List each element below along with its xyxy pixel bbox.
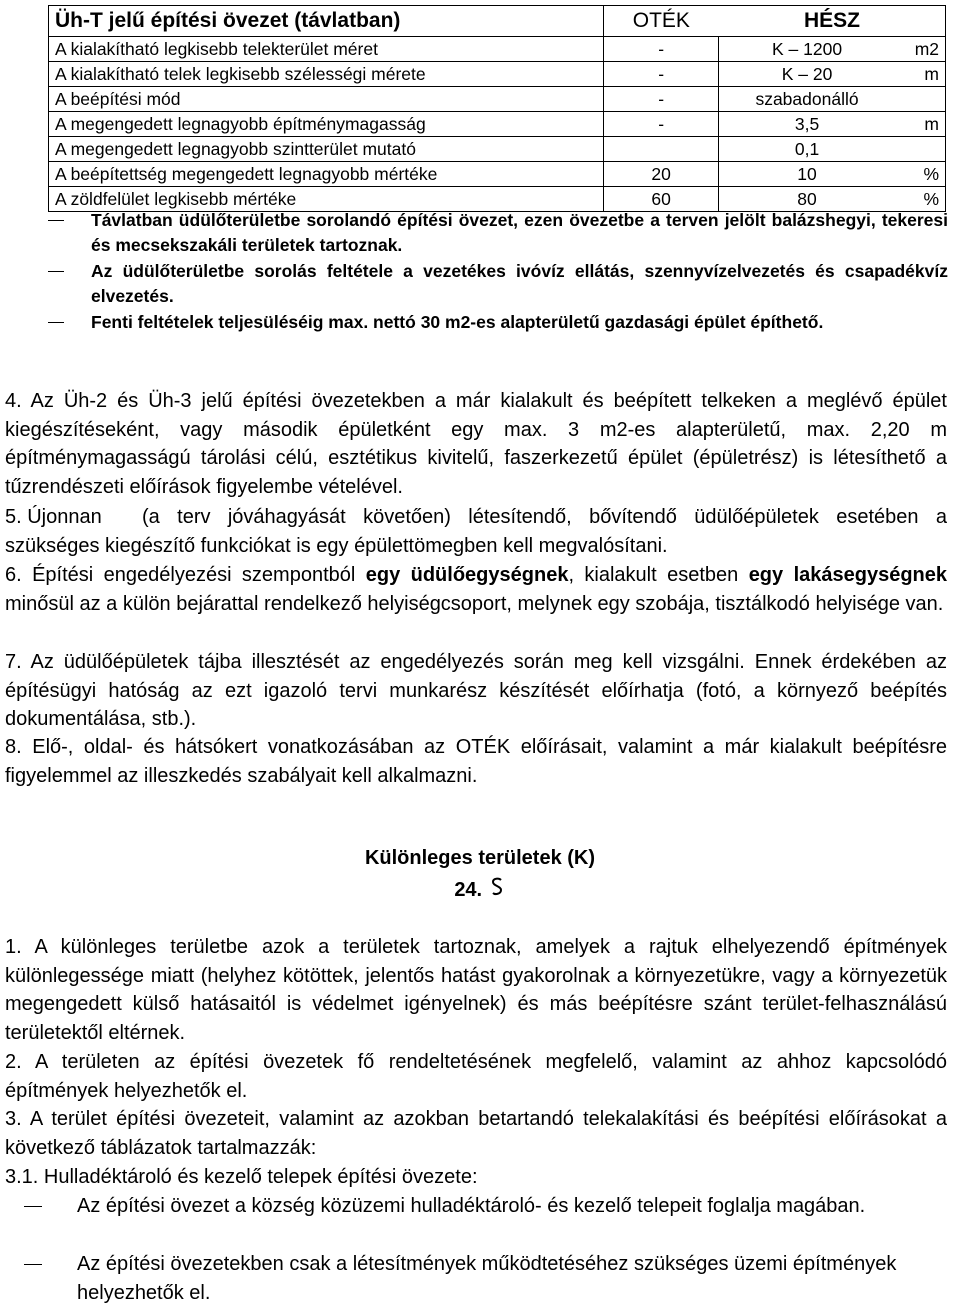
note-text: Távlatban üdülőterületbe sorolandó építési övezet, ezen övezetbe a terven jelölt balázshegyi, tekeresi és mecsekszakáli területek tartoznak.	[91, 210, 948, 255]
paragraph-k2: 2. A területen az építési övezetek fő rendeltetésének megfelelő, valamint az ahhoz kapcsolódó építmények helyezhetők el.	[5, 1051, 947, 1102]
note-item	[60, 259, 948, 308]
row-unit	[895, 137, 946, 162]
table-row	[49, 137, 946, 162]
dash-bullet-icon	[24, 1264, 42, 1265]
section-sign-icon	[488, 877, 506, 899]
table-row	[49, 112, 946, 137]
row-hesz-value: 0,1	[719, 137, 895, 162]
dash-bullet-icon	[48, 322, 64, 323]
table-header-row	[49, 6, 946, 37]
paragraph-8: 8. Elő-, oldal- és hátsókert vonatkozásában az OTÉK előírásait, valamint a már kialakult beépítésre figyelemmel az illeszkedés szabályait kell alkalmazni.	[5, 736, 947, 787]
list-item-text: Az építési övezetekben csak a létesítmények működtetéséhez szükséges üzemi építmények helyezhetők el.	[77, 1253, 897, 1304]
row-unit: m	[895, 112, 946, 137]
table-title: Üh-T jelű építési övezet (távlatban)	[49, 6, 604, 37]
row-label: A zöldfelület legkisebb mértéke	[49, 187, 604, 212]
dash-bullet-icon	[48, 220, 64, 221]
row-hesz-value: K – 20	[719, 62, 895, 87]
paragraph-k3: 3. A terület építési övezeteit, valamint az azokban betartandó telekalakítási és beépítési előírásokat a következő táblázatok tartalmazzák:	[5, 1108, 947, 1159]
paragraph-6: 6. Építési engedélyezési szempontból egy üdülőegységnek, kialakult esetben egy lakásegységnek minősül az a külön bejárattal rendelkező helyiségcsoport, melynek egy szobája, tisztálkodó helyisége van.	[5, 564, 948, 615]
row-label: A megengedett legnagyobb szintterület mutató	[49, 137, 604, 162]
row-unit: m	[895, 62, 946, 87]
note-item	[60, 208, 948, 257]
row-label: A kialakítható legkisebb telekterület méret	[49, 37, 604, 62]
list-item-text: Az építési övezet a község közüzemi hulladéktároló- és kezelő telepeit foglalja magában.	[77, 1195, 866, 1217]
row-unit: %	[895, 187, 946, 212]
table-row	[49, 87, 946, 112]
list-item	[5, 1192, 947, 1221]
row-label: A beépítési mód	[49, 87, 604, 112]
note-item	[60, 310, 948, 335]
section-heading: Különleges területek (K)	[364, 847, 596, 869]
row-hesz-value: 10	[719, 162, 895, 187]
paragraph-k31: 3.1. Hulladéktároló és kezelő telepek építési övezete:	[5, 1166, 478, 1188]
paragraph-k1: 1. A különleges területbe azok a területek tartoznak, amelyek a rajtuk elhelyezendő építmények különlegessége miatt (helyhez kötöttek, jelentős hatást gyakorolnak a környezetükre, vagy a környezetük megengedett külső hatásaitól is védelmet igényelnek) és más beépítésre szánt terület-felhasználású területektől eltérnek.	[5, 936, 947, 1044]
row-label: A kialakítható telek legkisebb szélességi mérete	[49, 62, 604, 87]
dash-bullet-icon	[48, 271, 64, 272]
paragraph-7: 7. Az üdülőépületek tájba illesztését az engedélyezés során meg kell vizsgálni. Ennek érdekében az építésügyi hatóság az ezt igazoló tervi munkarész készítését előírhatja (fotó, a környező beépítés dokumentálása, stb.).	[5, 651, 947, 730]
paragraph-5-prefix: 5. Újonnan	[5, 506, 102, 528]
row-otek-value: -	[603, 37, 719, 62]
table-row	[49, 62, 946, 87]
row-hesz-value: 3,5	[719, 112, 895, 137]
row-otek-value	[603, 137, 719, 162]
paragraph-5: (a terv jóváhagyását követően) létesítendő, bővítendő üdülőépületek esetében a szükséges kiegészítő funkciókat is egy épülettömegben kell megvalósítani.	[5, 506, 947, 557]
row-hesz-value: szabadonálló	[719, 87, 895, 112]
table-row	[49, 162, 946, 187]
zone-parameters-table	[48, 5, 946, 212]
row-unit	[895, 87, 946, 112]
paragraph-4: 4. Az Üh-2 és Üh-3 jelű építési övezetekben a már kialakult és beépített telkeken a meglévő épület kiegészítéseként, vagy második épületként egy max. 3 m2-es alapterületű, max. 2,20 m építménymagasságú tárolási célú, esztétikus kivitelű, faszerkezetű épület (épületrész) is létesíthető a tűzrendészeti előírások figyelembe vételével.	[5, 390, 947, 498]
row-label: A megengedett legnagyobb építménymagasság	[49, 112, 604, 137]
note-text: Fenti feltételek teljesüléséig max. nettó 30 m2-es alapterületű gazdasági épület építhető.	[91, 312, 824, 332]
otek-column-header: OTÉK	[603, 6, 719, 37]
note-text: Az üdülőterületbe sorolás feltétele a vezetékes ivóvíz ellátás, szennyvízelvezetés és csapadékvíz elvezetés.	[91, 261, 948, 306]
row-otek-value: 20	[603, 162, 719, 187]
row-otek-value: -	[603, 62, 719, 87]
row-hesz-value: K – 1200	[719, 37, 895, 62]
row-unit: %	[895, 162, 946, 187]
hesz-column-header: HÉSZ	[719, 6, 946, 37]
row-otek-value: -	[603, 112, 719, 137]
row-hesz-value: 80	[719, 187, 895, 212]
row-otek-value: 60	[603, 187, 719, 212]
section-number: 24.	[0, 877, 960, 902]
dash-bullet-icon	[24, 1206, 42, 1207]
row-otek-value: -	[603, 87, 719, 112]
table-row	[49, 37, 946, 62]
row-label: A beépítettség megengedett legnagyobb mértéke	[49, 162, 604, 187]
list-item	[5, 1250, 947, 1307]
row-unit: m2	[895, 37, 946, 62]
